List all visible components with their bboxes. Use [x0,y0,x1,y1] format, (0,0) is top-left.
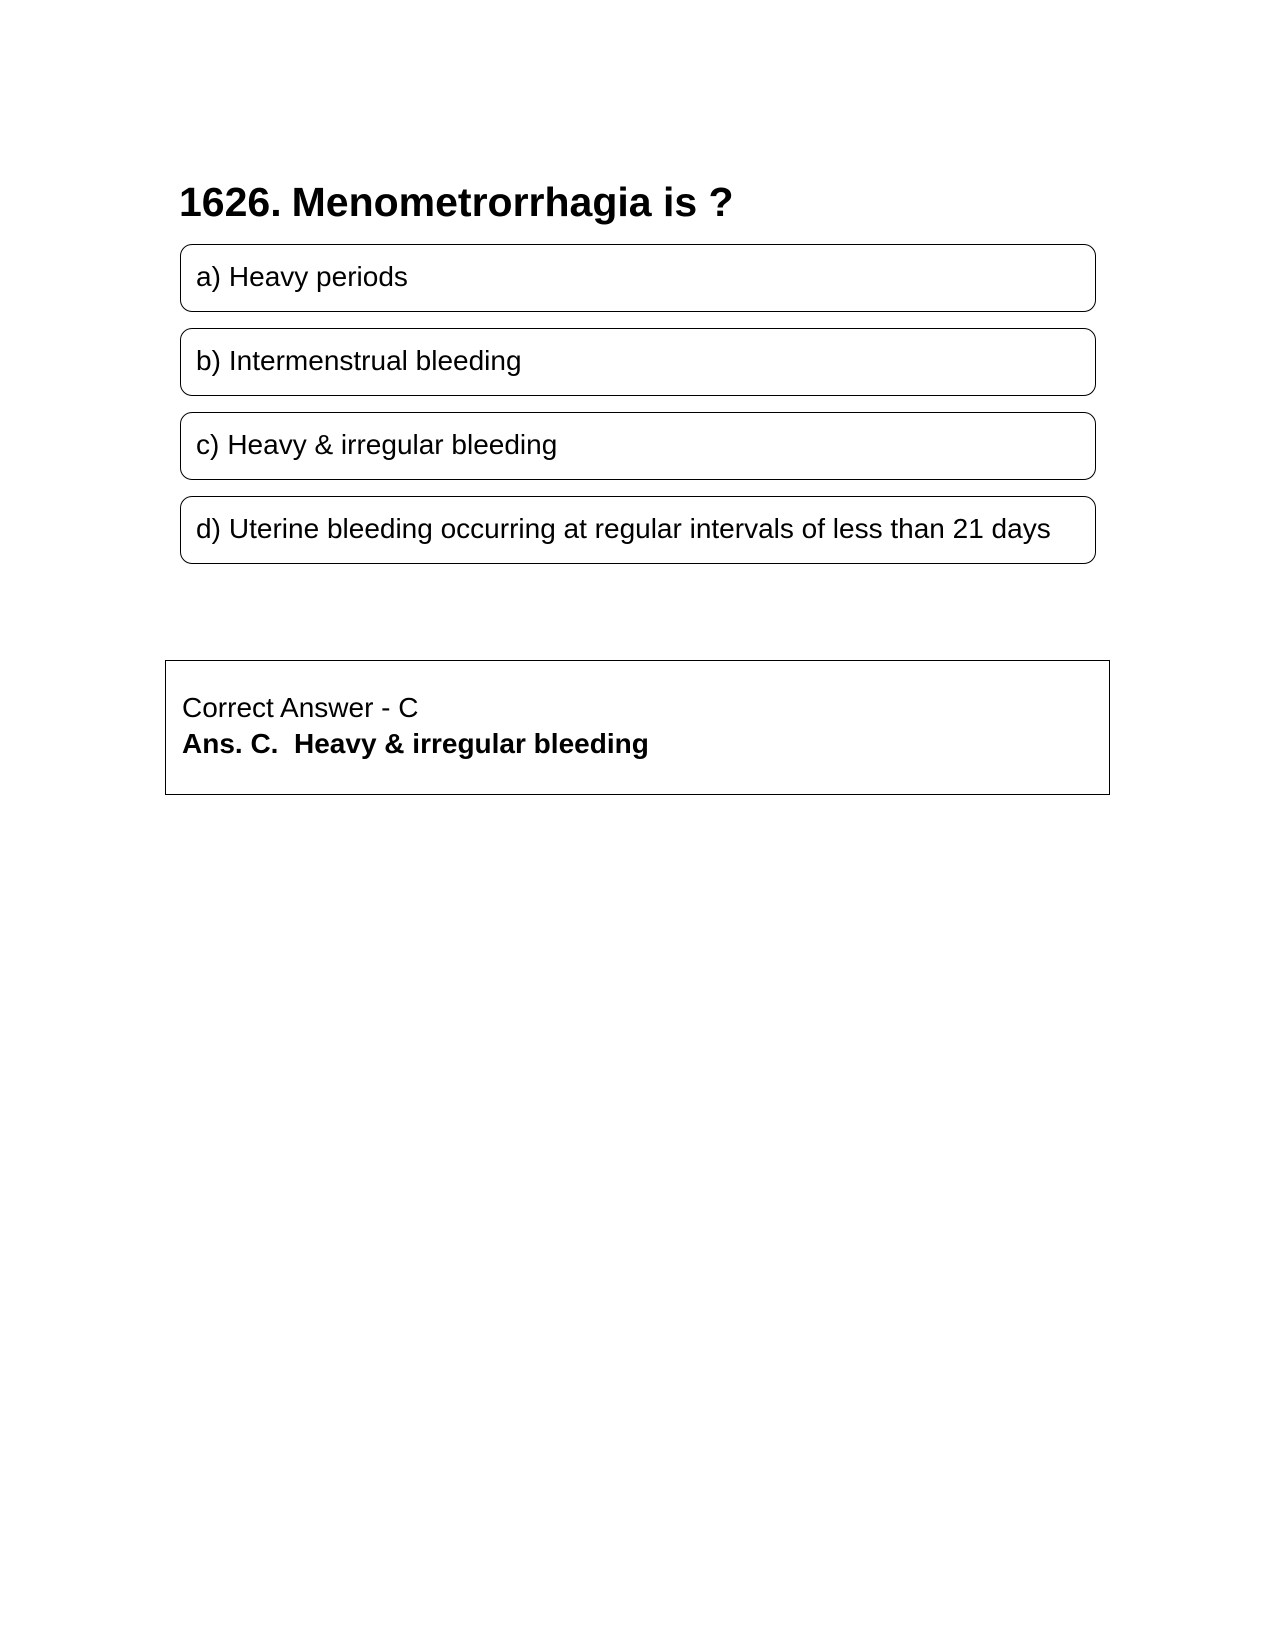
question-number: 1626. [179,179,282,225]
option-text: Heavy periods [228,261,408,292]
option-a[interactable] [180,244,1096,312]
answer-box [165,660,1110,795]
options-list [180,244,1096,580]
option-letter: a) [196,261,221,292]
answer-detail-line: Ans. C. Heavy & irregular bleeding [182,728,649,759]
option-letter: d) [196,513,221,544]
correct-answer-line: Correct Answer - C [182,692,419,723]
question-title [179,178,734,227]
option-b[interactable] [180,328,1096,396]
option-text: Heavy & irregular bleeding [227,429,558,460]
option-c[interactable] [180,412,1096,480]
option-text: Intermenstrual bleeding [228,345,522,376]
question-text: Menometrorrhagia is ? [291,179,734,225]
option-text: Uterine bleeding occurring at regular intervals of less than 21 days [228,513,1051,544]
option-d[interactable] [180,496,1096,564]
option-letter: c) [196,429,220,460]
option-letter: b) [196,345,221,376]
